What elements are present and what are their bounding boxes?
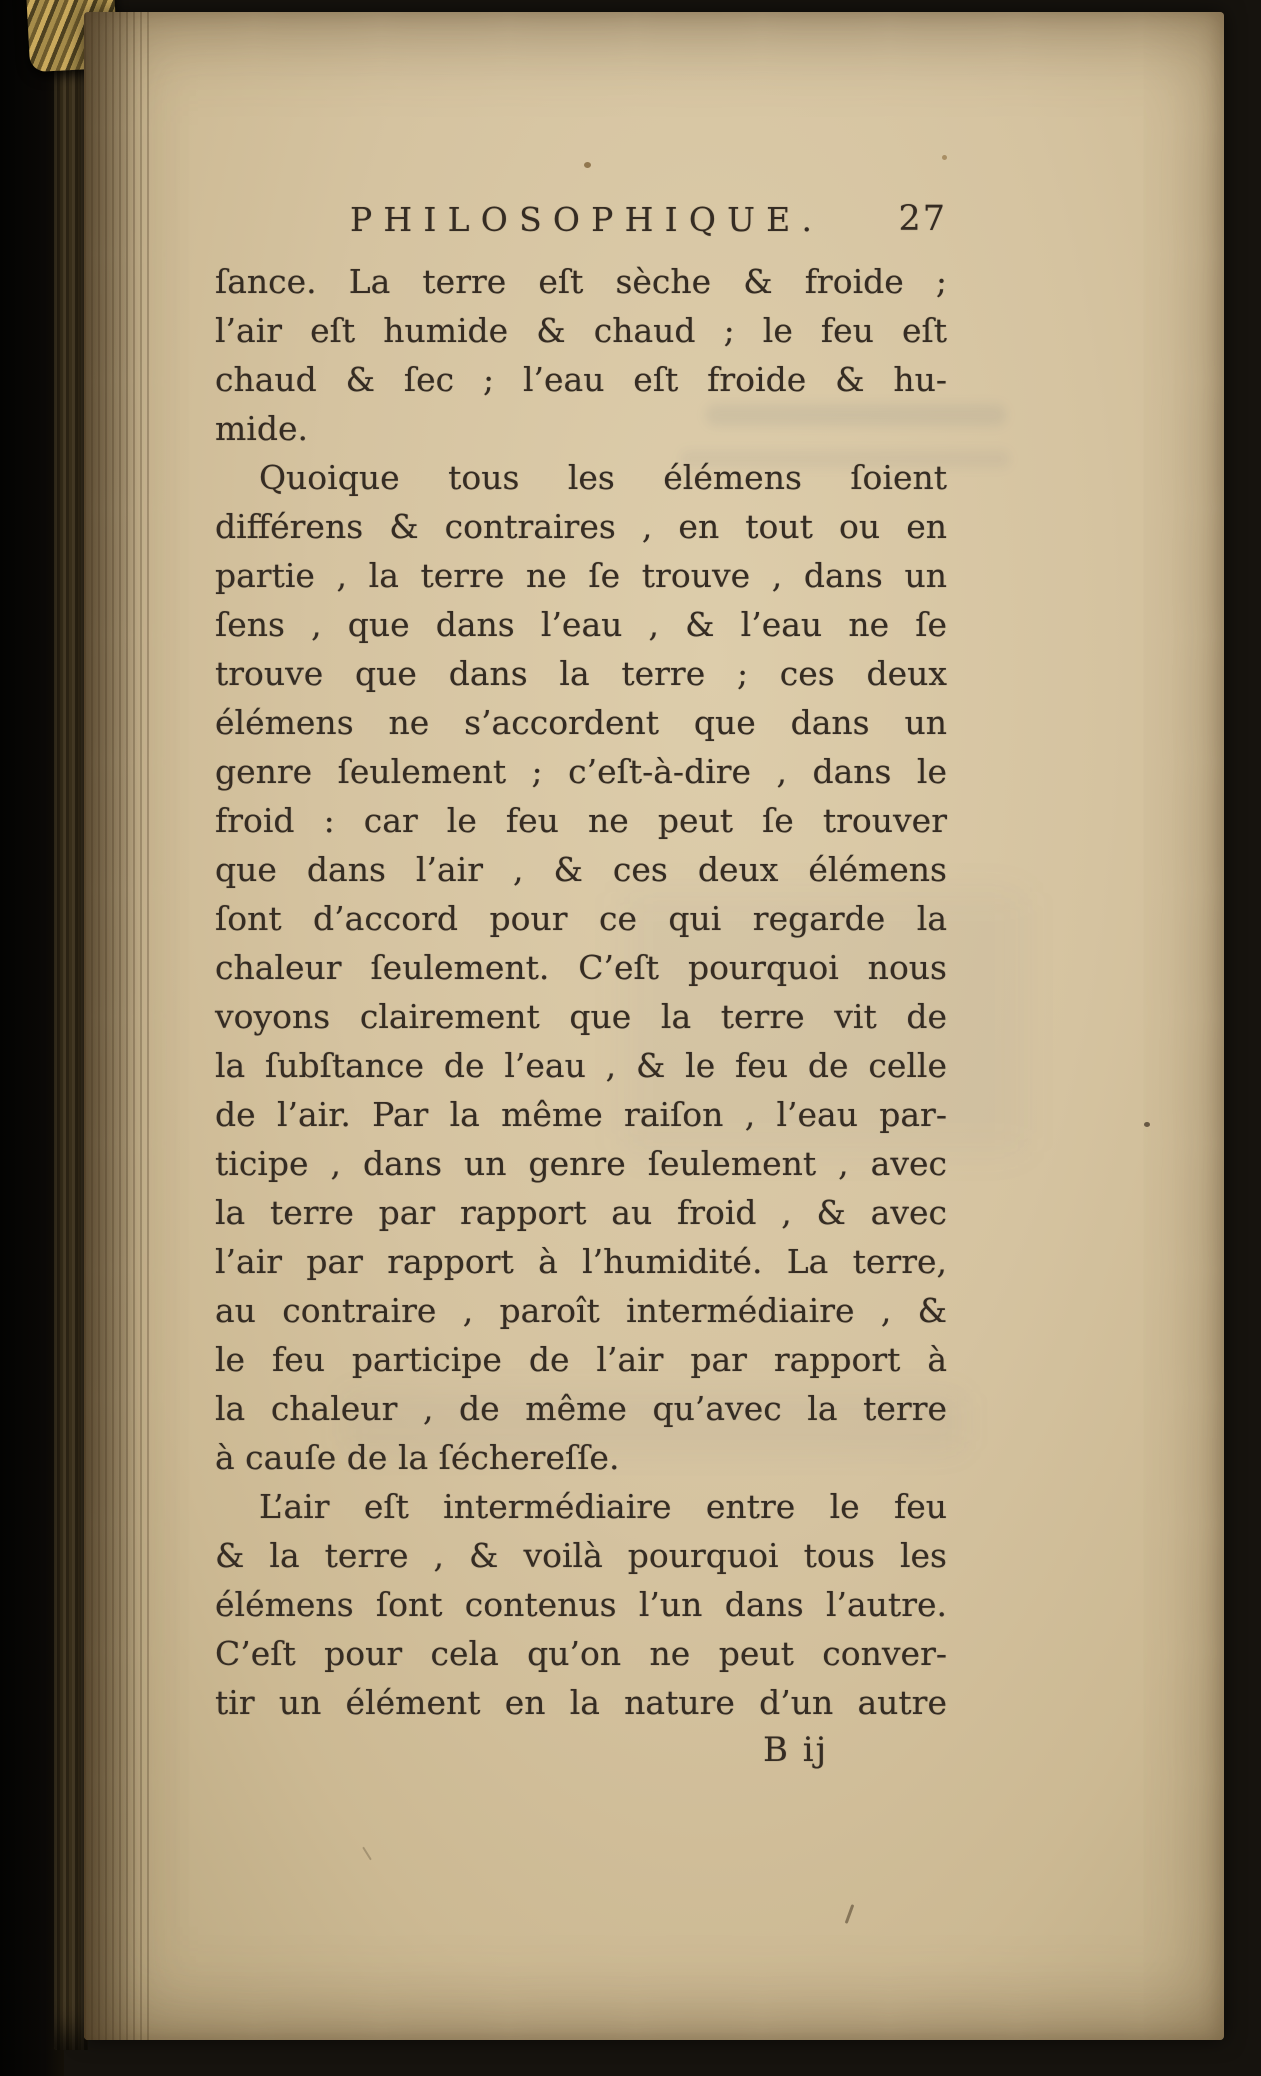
text-line: élémens ne s’accordent que dans un — [215, 703, 947, 742]
text-line: que dans l’air , & ces deux élémens — [215, 850, 947, 889]
text-line: la chaleur , de même qu’avec la terre — [215, 1389, 947, 1428]
text-line: partie , la terre ne ſe trouve , dans un — [215, 556, 947, 595]
pen-mark — [845, 1904, 855, 1924]
paper-stain — [1144, 1122, 1150, 1127]
text-line: la terre par rapport au froid , & avec — [215, 1193, 947, 1232]
text-line: tir un élément en la nature d’un autre — [215, 1683, 947, 1722]
page-number: 27 — [898, 199, 947, 239]
text-line: chaud & ſec ; l’eau eſt froide & hu- — [215, 360, 947, 399]
text-block — [215, 198, 947, 1770]
text-line: voyons clairement que la terre vit de — [215, 997, 947, 1036]
paper-stain — [584, 162, 591, 168]
text-line: l’air par rapport à l’humidité. La terre, — [215, 1242, 947, 1281]
text-line: Quoique tous les élémens ſoient — [259, 458, 947, 497]
page-stack-edge — [54, 8, 88, 2050]
text-line: de l’air. Par la même raiſon , l’eau par- — [215, 1095, 947, 1134]
text-line: chaleur ſeulement. C’eſt pourquoi nous — [215, 948, 947, 987]
page-edge-striations — [84, 12, 150, 2040]
text-line: au contraire , paroît intermédiaire , & — [215, 1291, 947, 1330]
text-line: mide. — [215, 409, 308, 448]
signature-mark: B ij — [763, 1730, 829, 1770]
text-line: l’air eſt humide & chaud ; le feu eſt — [215, 311, 947, 350]
running-header — [215, 198, 947, 244]
text-line: trouve que dans la terre ; ces deux — [215, 654, 947, 693]
text-line: le feu participe de l’air par rapport à — [215, 1340, 947, 1379]
text-line: genre ſeulement ; c’eſt-à-dire , dans le — [215, 752, 947, 791]
text-line: élémens ſont contenus l’un dans l’autre. — [215, 1585, 947, 1624]
text-line: ſance. La terre eſt sèche & froide ; — [215, 262, 947, 301]
running-header-title: PHILOSOPHIQUE. — [350, 200, 824, 239]
text-line: différens & contraires , en tout ou en — [215, 507, 947, 546]
text-line: C’eſt pour cela qu’on ne peut conver- — [215, 1634, 947, 1673]
text-line: ſont d’accord pour ce qui regarde la — [215, 899, 947, 938]
text-line: froid : car le feu ne peut ſe trouver — [215, 801, 947, 840]
text-line: ſens , que dans l’eau , & l’eau ne ſe — [215, 605, 947, 644]
text-line: & la terre , & voilà pourquoi tous les — [215, 1536, 947, 1575]
body-text — [215, 257, 947, 1727]
text-line: L’air eſt intermédiaire entre le feu — [259, 1487, 947, 1526]
text-line: ticipe , dans un genre ſeulement , avec — [215, 1144, 947, 1183]
paper-stain — [942, 155, 947, 160]
pen-mark — [362, 1847, 372, 1861]
text-line: la ſubſtance de l’eau , & le feu de celle — [215, 1046, 947, 1085]
text-line: à cauſe de la ſéchereſſe. — [215, 1438, 620, 1477]
